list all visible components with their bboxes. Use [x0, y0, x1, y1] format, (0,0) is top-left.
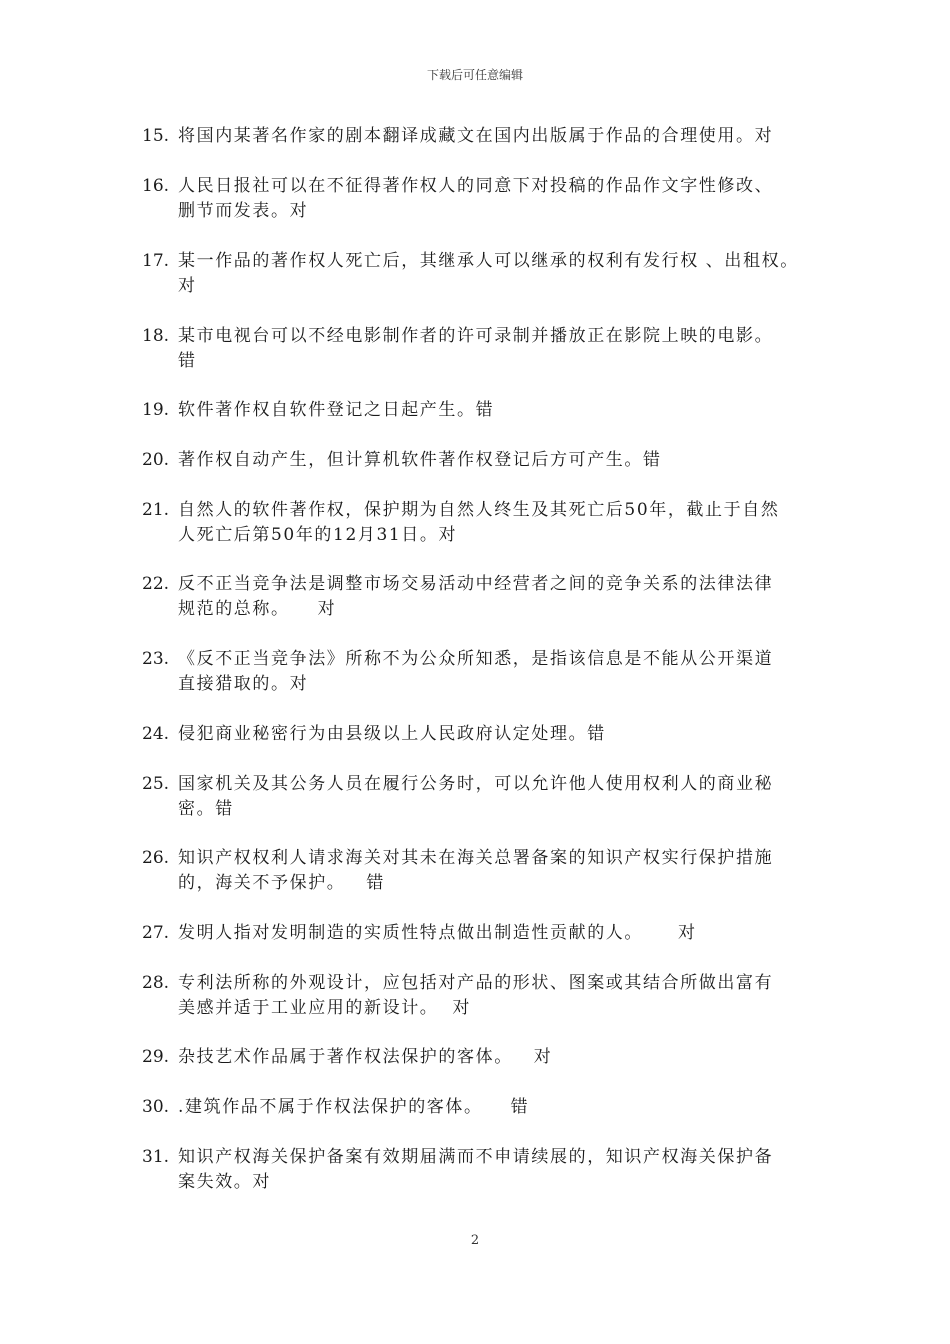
- list-item: [142, 722, 832, 747]
- item-text: 国家机关及其公务人员在履行公务时，可以允许他人使用权利人的商业秘 密。错: [178, 774, 774, 819]
- item-text: 某市电视台可以不经电影制作者的许可录制并播放正在影院上映的电影。 错: [178, 326, 774, 371]
- item-number: 28.: [142, 973, 170, 993]
- list-item: [142, 921, 832, 946]
- list-item: [142, 124, 832, 149]
- item-number: 24.: [142, 724, 170, 744]
- item-text: 《反不正当竞争法》所称不为公众所知悉，是指该信息是不能从公开渠道 直接猎取的。对: [178, 649, 774, 694]
- item-number: 26.: [142, 848, 170, 868]
- item-number: 18.: [142, 326, 170, 346]
- page-number: 2: [470, 1233, 480, 1248]
- item-number: 17.: [142, 251, 170, 271]
- list-item: [142, 846, 832, 896]
- item-text: 知识产权权利人请求海关对其未在海关总署备案的知识产权实行保护措施 的，海关不予保护。 错: [178, 848, 774, 893]
- item-text: 杂技艺术作品属于著作权法保护的客体。 对: [178, 1047, 553, 1067]
- item-number: 29.: [142, 1047, 170, 1067]
- item-number: 15.: [142, 126, 170, 146]
- item-number: 16.: [142, 176, 170, 196]
- item-text: 某一作品的著作权人死亡后，其继承人可以继承的权利有发行权 、出租权。 对: [178, 251, 799, 296]
- list-item: [142, 1095, 832, 1120]
- item-text: 反不正当竞争法是调整市场交易活动中经营者之间的竞争关系的法律法律 规范的总称。 对: [178, 574, 774, 619]
- list-item: [142, 249, 832, 299]
- list-item: [142, 1045, 832, 1070]
- item-number: 21.: [142, 500, 170, 520]
- item-number: 19.: [142, 400, 170, 420]
- item-text: 知识产权海关保护备案有效期届满而不申请续展的，知识产权海关保护备 案失效。对: [178, 1147, 774, 1192]
- list-item: [142, 572, 832, 622]
- item-text: 侵犯商业秘密行为由县级以上人民政府认定处理。错: [178, 724, 606, 744]
- list-item: [142, 498, 832, 548]
- item-text: .建筑作品不属于作权法保护的客体。 错: [178, 1097, 530, 1117]
- item-text: 人民日报社可以在不征得著作权人的同意下对投稿的作品作文字性修改、 删节而发表。对: [178, 176, 774, 221]
- item-number: 27.: [142, 923, 170, 943]
- list-item: [142, 772, 832, 822]
- page-header: 下载后可任意编辑: [426, 68, 523, 82]
- list-item: [142, 448, 832, 473]
- list-item: [142, 1145, 832, 1195]
- item-text: 发明人指对发明制造的实质性特点做出制造性贡献的人。 对: [178, 923, 697, 943]
- item-number: 22.: [142, 574, 170, 594]
- list-item: [142, 174, 832, 224]
- list-item: [142, 647, 832, 697]
- item-number: 20.: [142, 450, 170, 470]
- list-item: [142, 324, 832, 374]
- list-item: [142, 971, 832, 1021]
- item-number: 23.: [142, 649, 170, 669]
- item-number: 31.: [142, 1147, 170, 1167]
- item-text: 自然人的软件著作权，保护期为自然人终生及其死亡后50年，截止于自然 人死亡后第50年的12月31日。对: [178, 500, 780, 545]
- item-text: 专利法所称的外观设计，应包括对产品的形状、图案或其结合所做出富有 美感并适于工业应用的新设计。 对: [178, 973, 774, 1018]
- item-text: 软件著作权自软件登记之日起产生。错: [178, 400, 495, 420]
- item-text: 著作权自动产生，但计算机软件著作权登记后方可产生。错: [178, 450, 662, 470]
- item-text: 将国内某著名作家的剧本翻译成藏文在国内出版属于作品的合理使用。对: [178, 126, 774, 146]
- item-number: 25.: [142, 774, 170, 794]
- item-number: 30.: [142, 1097, 170, 1117]
- list-item: [142, 398, 832, 423]
